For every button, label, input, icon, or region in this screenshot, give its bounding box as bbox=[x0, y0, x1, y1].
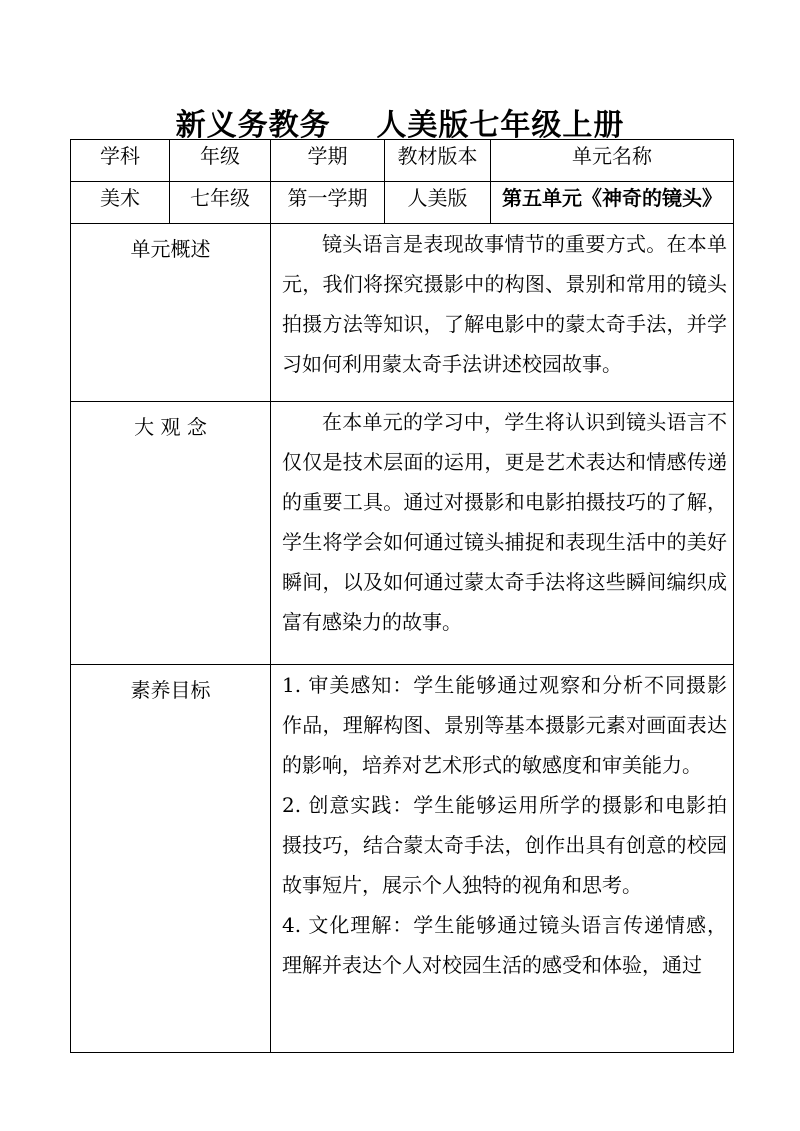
header-row bbox=[71, 140, 734, 182]
overview-cell bbox=[271, 224, 734, 402]
big-idea-row bbox=[71, 402, 734, 665]
goals-cell bbox=[271, 665, 734, 1053]
overview-row bbox=[71, 224, 734, 402]
header-edition: 教材版本 bbox=[385, 140, 491, 182]
header-term: 学期 bbox=[271, 140, 385, 182]
overview-text: 镜头语言是表现故事情节的重要方式。在本单元，我们将探究摄影中的构图、景别和常用的镜头拍摄方法等知识，了解电影中的蒙太奇手法，并学习如何利用蒙太奇手法讲述校园故事。 bbox=[282, 232, 727, 376]
unit-info-table bbox=[70, 139, 734, 1053]
value-grade: 七年级 bbox=[170, 182, 271, 224]
goals-row bbox=[71, 665, 734, 1053]
goals-label: 素养目标 bbox=[71, 665, 271, 1053]
value-subject: 美术 bbox=[71, 182, 170, 224]
big-idea-cell bbox=[271, 402, 734, 665]
value-unit-name: 第五单元《神奇的镜头》 bbox=[491, 182, 734, 224]
header-unit-name: 单元名称 bbox=[491, 140, 734, 182]
big-idea-text: 在本单元的学习中，学生将认识到镜头语言不仅仅是技术层面的运用，更是艺术表达和情感传递的重要工具。通过对摄影和电影拍摄技巧的了解，学生将学会如何通过镜头捕捉和表现生活中的美好瞬间，以及如何通过蒙太奇手法将这些瞬间编织成富有感染力的故事。 bbox=[282, 410, 727, 634]
header-grade: 年级 bbox=[170, 140, 271, 182]
value-row bbox=[71, 182, 734, 224]
value-term: 第一学期 bbox=[271, 182, 385, 224]
header-subject: 学科 bbox=[71, 140, 170, 182]
big-idea-label: 大 观 念 bbox=[71, 402, 271, 665]
value-edition: 人美版 bbox=[385, 182, 491, 224]
goal-item-aesthetic: 1. 审美感知：学生能够通过观察和分析不同摄影作品，理解构图、景别等基本摄影元素对画面表达的影响，培养对艺术形式的敏感度和审美能力。 bbox=[282, 673, 727, 777]
overview-label: 单元概述 bbox=[71, 224, 271, 402]
document-title: 新义务教务 人美版七年级上册 bbox=[175, 108, 625, 143]
goal-item-creative: 2. 创意实践：学生能够运用所学的摄影和电影拍摄技巧，结合蒙太奇手法，创作出具有创意的校园故事短片，展示个人独特的视角和思考。 bbox=[282, 793, 727, 897]
goal-item-culture: 4. 文化理解：学生能够通过镜头语言传递情感，理解并表达个人对校园生活的感受和体验，通过 bbox=[282, 913, 727, 977]
